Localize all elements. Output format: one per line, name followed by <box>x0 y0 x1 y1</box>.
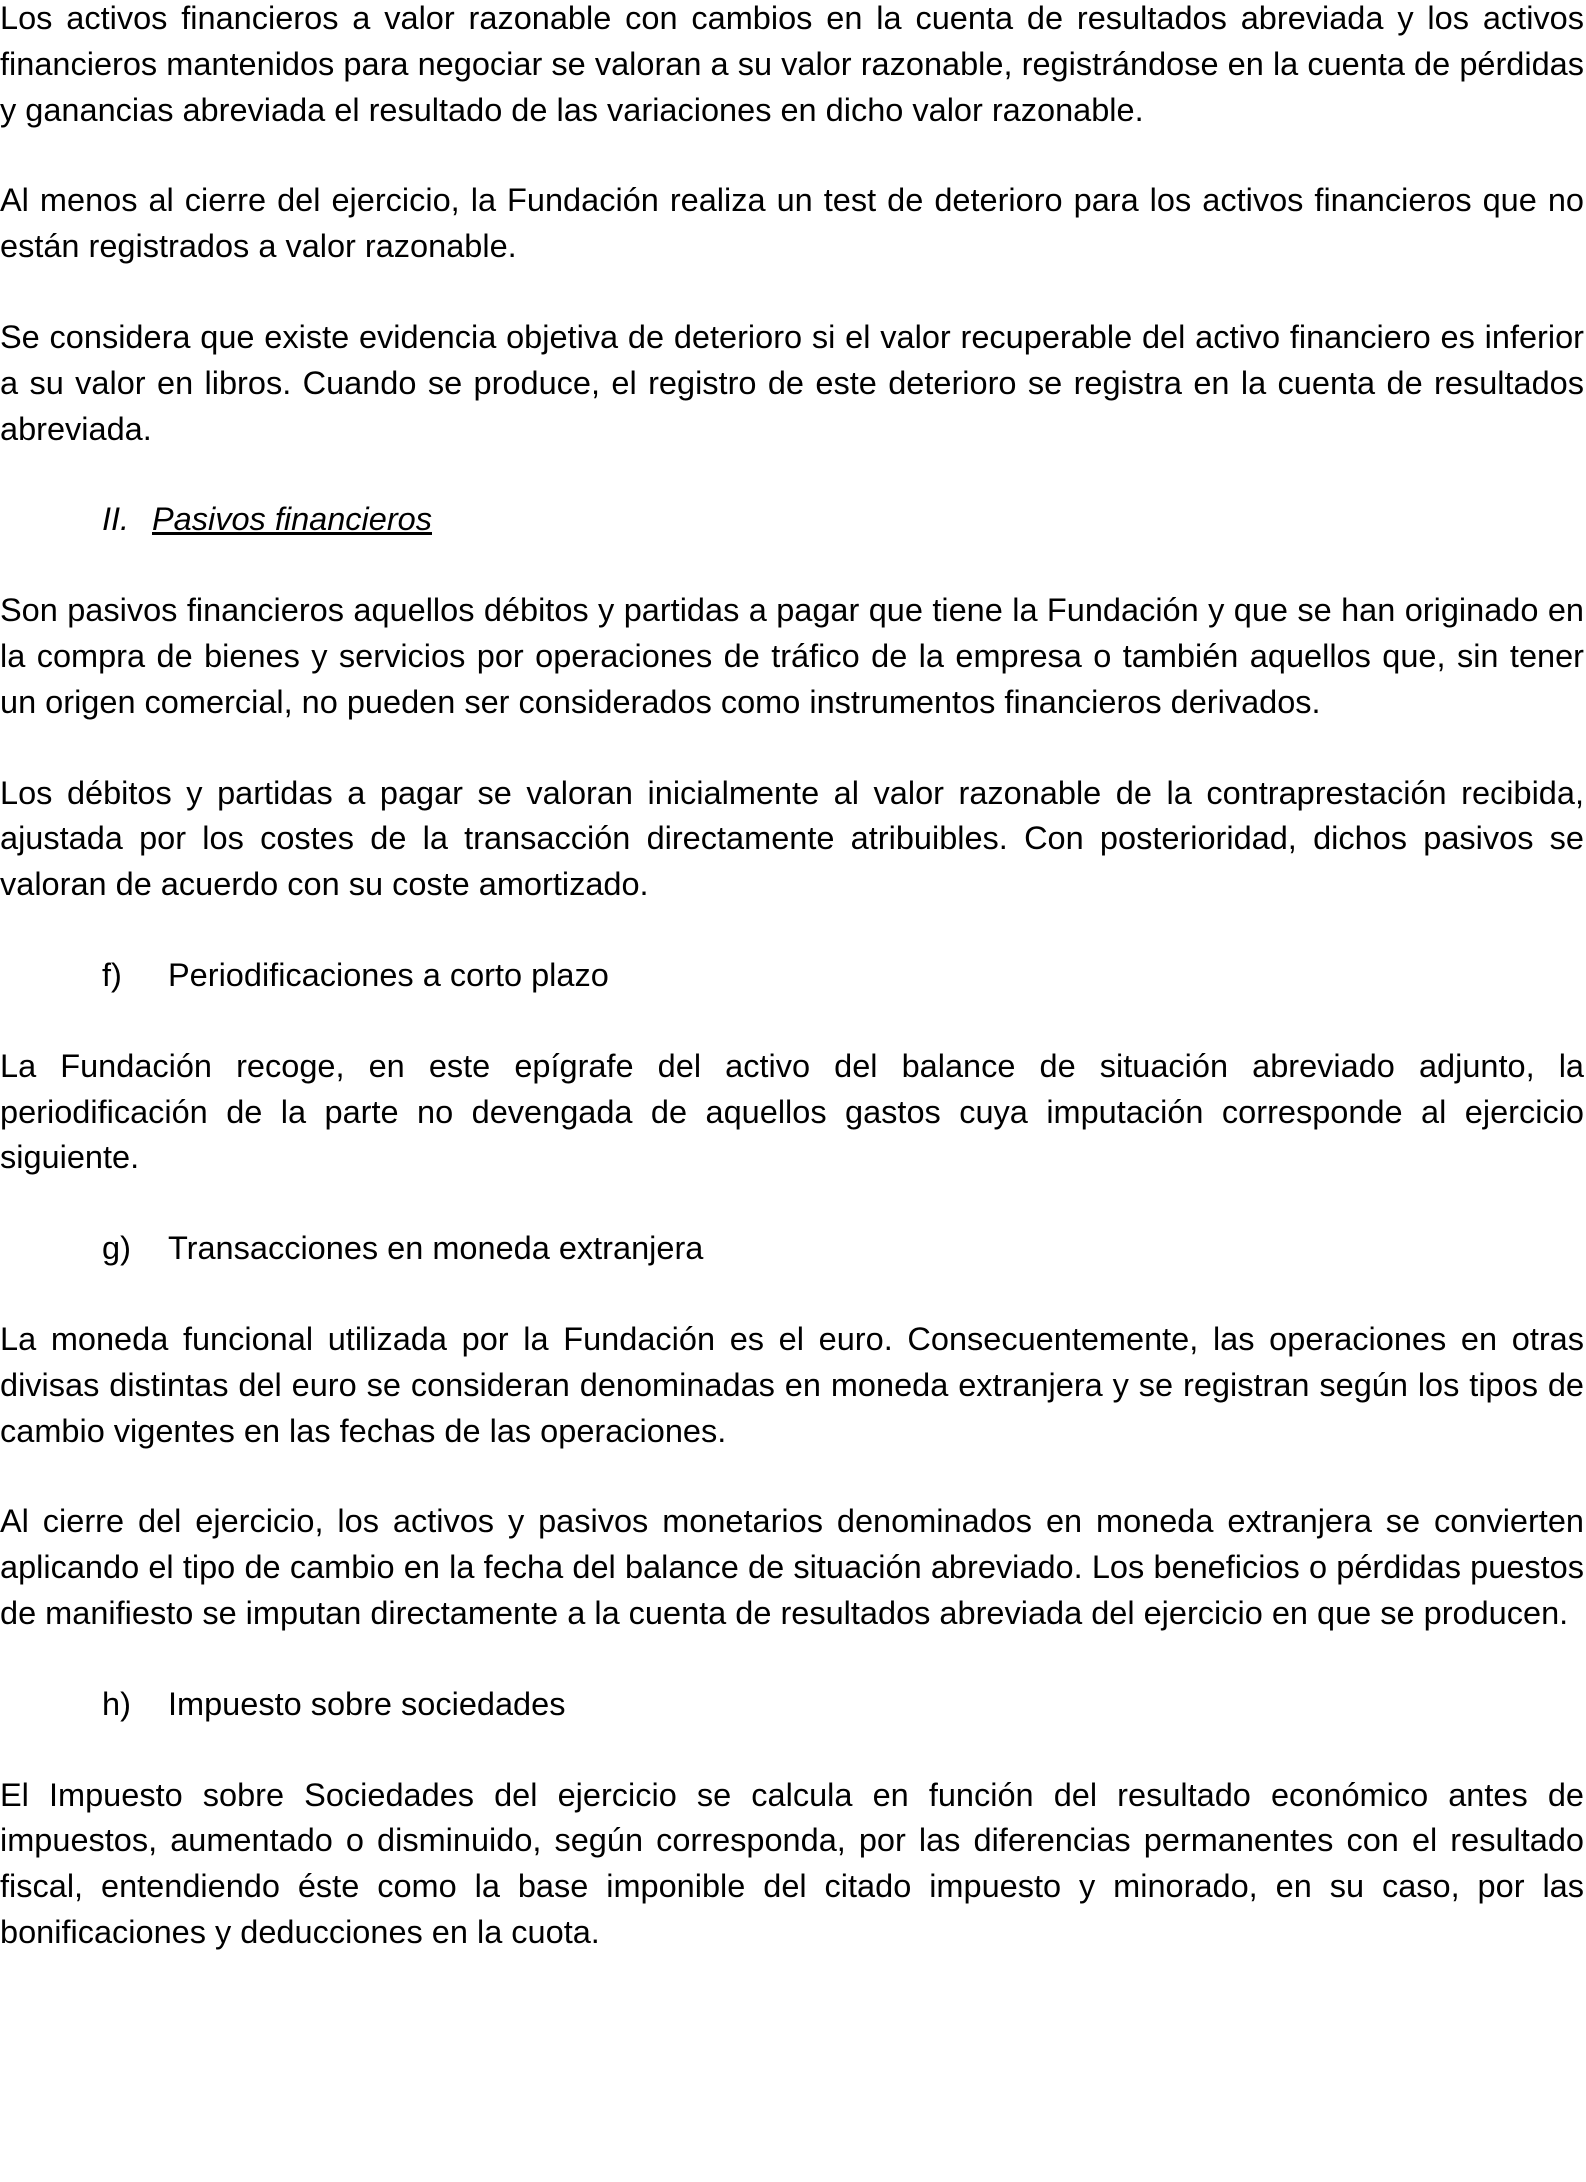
paragraph-spacer <box>0 908 1586 953</box>
paragraph-spacer <box>0 1728 1586 1773</box>
paragraph-spacer <box>0 133 1586 178</box>
section-title: Periodificaciones a corto plazo <box>168 956 609 993</box>
paragraph-spacer <box>0 1272 1586 1317</box>
paragraph-fair-value-assets: Los activos financieros a valor razonable con cambios en la cuenta de resultados abreviada y los activos financieros mantenidos para negociar se valoran a su valor razonable, registrándose en la cuenta de pérdidas y ganancias abreviada el resultado de las variaciones en dicho valor razonable. <box>0 0 1584 128</box>
section-marker: h) <box>102 1685 131 1722</box>
paragraph-spacer <box>0 999 1586 1044</box>
section-title: Transacciones en moneda extranjera <box>168 1230 704 1267</box>
section-heading-financial-liabilities <box>0 497 1586 543</box>
paragraph-impairment-evidence: Se considera que existe evidencia objetiva de deterioro si el valor recuperable del activo financiero es inferior a su valor en libros. Cuando se produce, el registro de este deterioro se registra en la cuenta de resultados abreviada. <box>0 318 1584 447</box>
paragraph-corporate-tax: El Impuesto sobre Sociedades del ejercicio se calcula en función del resultado económico antes de impuestos, aumentado o disminuido, según corresponda, por las diferencias permanentes con el resultado fiscal, entendiendo éste como la base imponible del citado impuesto y minorado, en su caso, por las bonificaciones y deducciones en la cuota. <box>0 1776 1584 1950</box>
paragraph-accruals: La Fundación recoge, en este epígrafe del activo del balance de situación abreviado adjunto, la periodificación de la parte no devengada de aquellos gastos cuya imputación corresponde al ejercicio siguiente. <box>0 1047 1584 1176</box>
section-marker: g) <box>102 1230 131 1267</box>
paragraph-functional-currency: La moneda funcional utilizada por la Fundación es el euro. Consecuentemente, las operaciones en otras divisas distintas del euro se consideran denominadas en moneda extranjera y se registran según los tipos de cambio vigentes en las fechas de las operaciones. <box>0 1320 1584 1449</box>
paragraph-spacer <box>0 1454 1586 1499</box>
paragraph-spacer <box>0 1181 1586 1226</box>
section-marker: f) <box>102 956 122 993</box>
paragraph-currency-conversion: Al cierre del ejercicio, los activos y pasivos monetarios denominados en moneda extranjera se convierten aplicando el tipo de cambio en la fecha del balance de situación abreviado. Los beneficios o pérdidas puestos de manifiesto se imputan directamente a la cuenta de resultados abreviada del ejercicio en que se producen. <box>0 1503 1584 1631</box>
paragraph-spacer <box>0 270 1586 315</box>
paragraph-spacer <box>0 1637 1586 1682</box>
paragraph-spacer <box>0 726 1586 771</box>
section-heading-corporate-tax <box>0 1682 1586 1728</box>
paragraph-impairment-test: Al menos al cierre del ejercicio, la Fundación realiza un test de deterioro para los activos financieros que no están registrados a valor razonable. <box>0 182 1584 265</box>
section-title: Pasivos financieros <box>152 501 432 538</box>
paragraph-liabilities-definition: Son pasivos financieros aquellos débitos y partidas a pagar que tiene la Fundación y que se han originado en la compra de bienes y servicios por operaciones de tráfico de la empresa o también aquellos que, sin tener un origen comercial, no pueden ser considerados como instrumentos financieros derivados. <box>0 592 1584 720</box>
section-marker: II. <box>102 501 130 538</box>
section-heading-accruals <box>0 953 1586 999</box>
section-heading-foreign-currency <box>0 1226 1586 1272</box>
paragraph-spacer <box>0 543 1586 588</box>
section-title: Impuesto sobre sociedades <box>168 1685 566 1722</box>
paragraph-liabilities-valuation: Los débitos y partidas a pagar se valoran inicialmente al valor razonable de la contraprestación recibida, ajustada por los costes de la transacción directamente atribuibles. Con posterioridad, dichos pasivos se valoran de acuerdo con su coste amortizado. <box>0 774 1584 903</box>
paragraph-spacer <box>0 452 1586 497</box>
